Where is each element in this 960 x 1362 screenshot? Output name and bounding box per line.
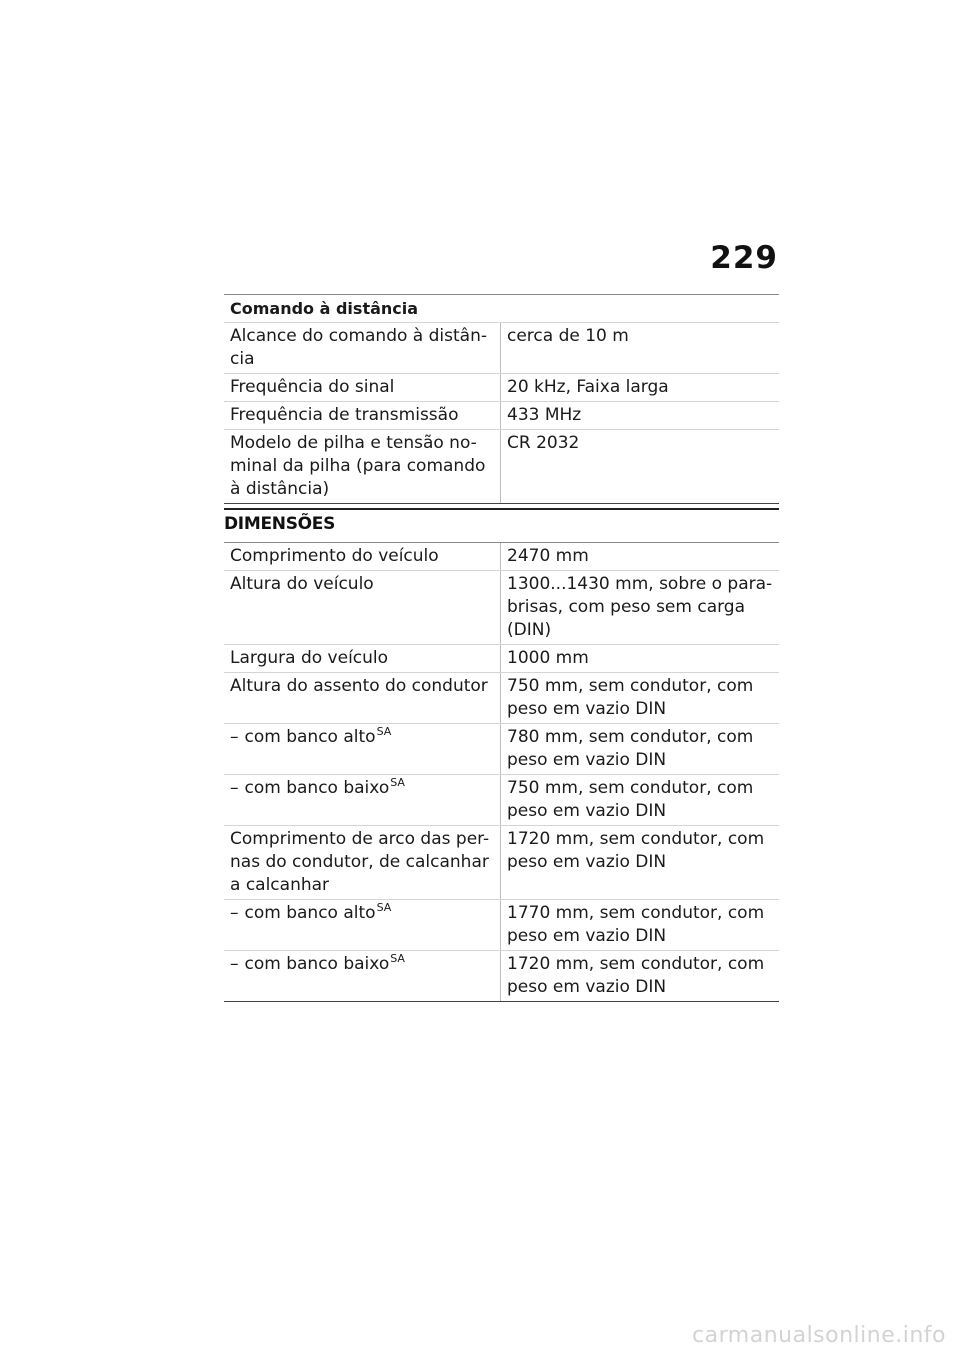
- spec-label: Largura do veículo: [224, 645, 501, 673]
- spec-sub-label: [224, 951, 501, 1002]
- table-row: [224, 724, 779, 775]
- table-row: [224, 430, 779, 504]
- remote-control-title: Comando à distância: [224, 294, 779, 323]
- table-row: [224, 571, 779, 645]
- table-row: [224, 951, 779, 1002]
- table-row: [224, 826, 779, 900]
- spec-value: 1770 mm, sem condutor, com peso em vazio DIN: [501, 900, 780, 951]
- spec-label: Altura do assento do condutor: [224, 673, 501, 724]
- remote-control-specs: [224, 323, 779, 504]
- table-row: [224, 775, 779, 826]
- spec-value: 2470 mm: [501, 543, 780, 571]
- page-number: 229: [710, 240, 778, 276]
- spec-value: 433 MHz: [501, 402, 780, 430]
- sa-marker: SA: [390, 952, 405, 965]
- table-row: [224, 402, 779, 430]
- spec-label-text: com banco baixo: [244, 954, 390, 974]
- spec-sub-label: [224, 724, 501, 775]
- remote-control-table: [224, 294, 779, 504]
- spec-label: Frequência de transmissão: [224, 402, 501, 430]
- spec-label: Modelo de pilha e tensão no-minal da pilha (para comando à distância): [224, 430, 501, 504]
- dash-bullet: –: [230, 954, 239, 974]
- spec-value: 20 kHz, Faixa larga: [501, 374, 780, 402]
- table-row: [224, 543, 779, 571]
- spec-value: cerca de 10 m: [501, 323, 780, 374]
- dimensions-specs: [224, 543, 779, 1002]
- dimensions-heading: DIMENSÕES: [224, 514, 336, 534]
- table-row: [224, 673, 779, 724]
- spec-label-text: com banco baixo: [244, 778, 390, 798]
- spec-value: 1000 mm: [501, 645, 780, 673]
- sa-marker: SA: [376, 901, 392, 914]
- sa-marker: SA: [376, 725, 392, 738]
- watermark: carmanualsonline.info: [692, 1323, 946, 1348]
- spec-value: 750 mm, sem condutor, com peso em vazio DIN: [501, 775, 780, 826]
- spec-value: 1720 mm, sem condutor, com peso em vazio DIN: [501, 951, 780, 1002]
- dash-bullet: –: [230, 727, 239, 747]
- spec-label: Frequência do sinal: [224, 374, 501, 402]
- table-row: [224, 323, 779, 374]
- section-divider: [224, 508, 779, 510]
- dimensions-table: [224, 542, 779, 1002]
- table-row: [224, 900, 779, 951]
- spec-value: 1720 mm, sem condutor, com peso em vazio DIN: [501, 826, 780, 900]
- dash-bullet: –: [230, 903, 239, 923]
- spec-label-text: com banco alto: [244, 903, 376, 923]
- spec-label-text: com banco alto: [244, 727, 376, 747]
- sa-marker: SA: [390, 776, 405, 789]
- spec-sub-label: [224, 775, 501, 826]
- table-row: [224, 645, 779, 673]
- dash-bullet: –: [230, 778, 239, 798]
- spec-label: Altura do veículo: [224, 571, 501, 645]
- table-row: [224, 374, 779, 402]
- spec-sub-label: [224, 900, 501, 951]
- spec-value: 1300...1430 mm, sobre o para-brisas, com peso sem carga (DIN): [501, 571, 780, 645]
- spec-label: Comprimento do veículo: [224, 543, 501, 571]
- spec-value: 780 mm, sem condutor, com peso em vazio DIN: [501, 724, 780, 775]
- spec-label: Alcance do comando à distân-cia: [224, 323, 501, 374]
- spec-value: 750 mm, sem condutor, com peso em vazio DIN: [501, 673, 780, 724]
- spec-label: Comprimento de arco das per-nas do condutor, de calcanhar a calcanhar: [224, 826, 501, 900]
- spec-value: CR 2032: [501, 430, 780, 504]
